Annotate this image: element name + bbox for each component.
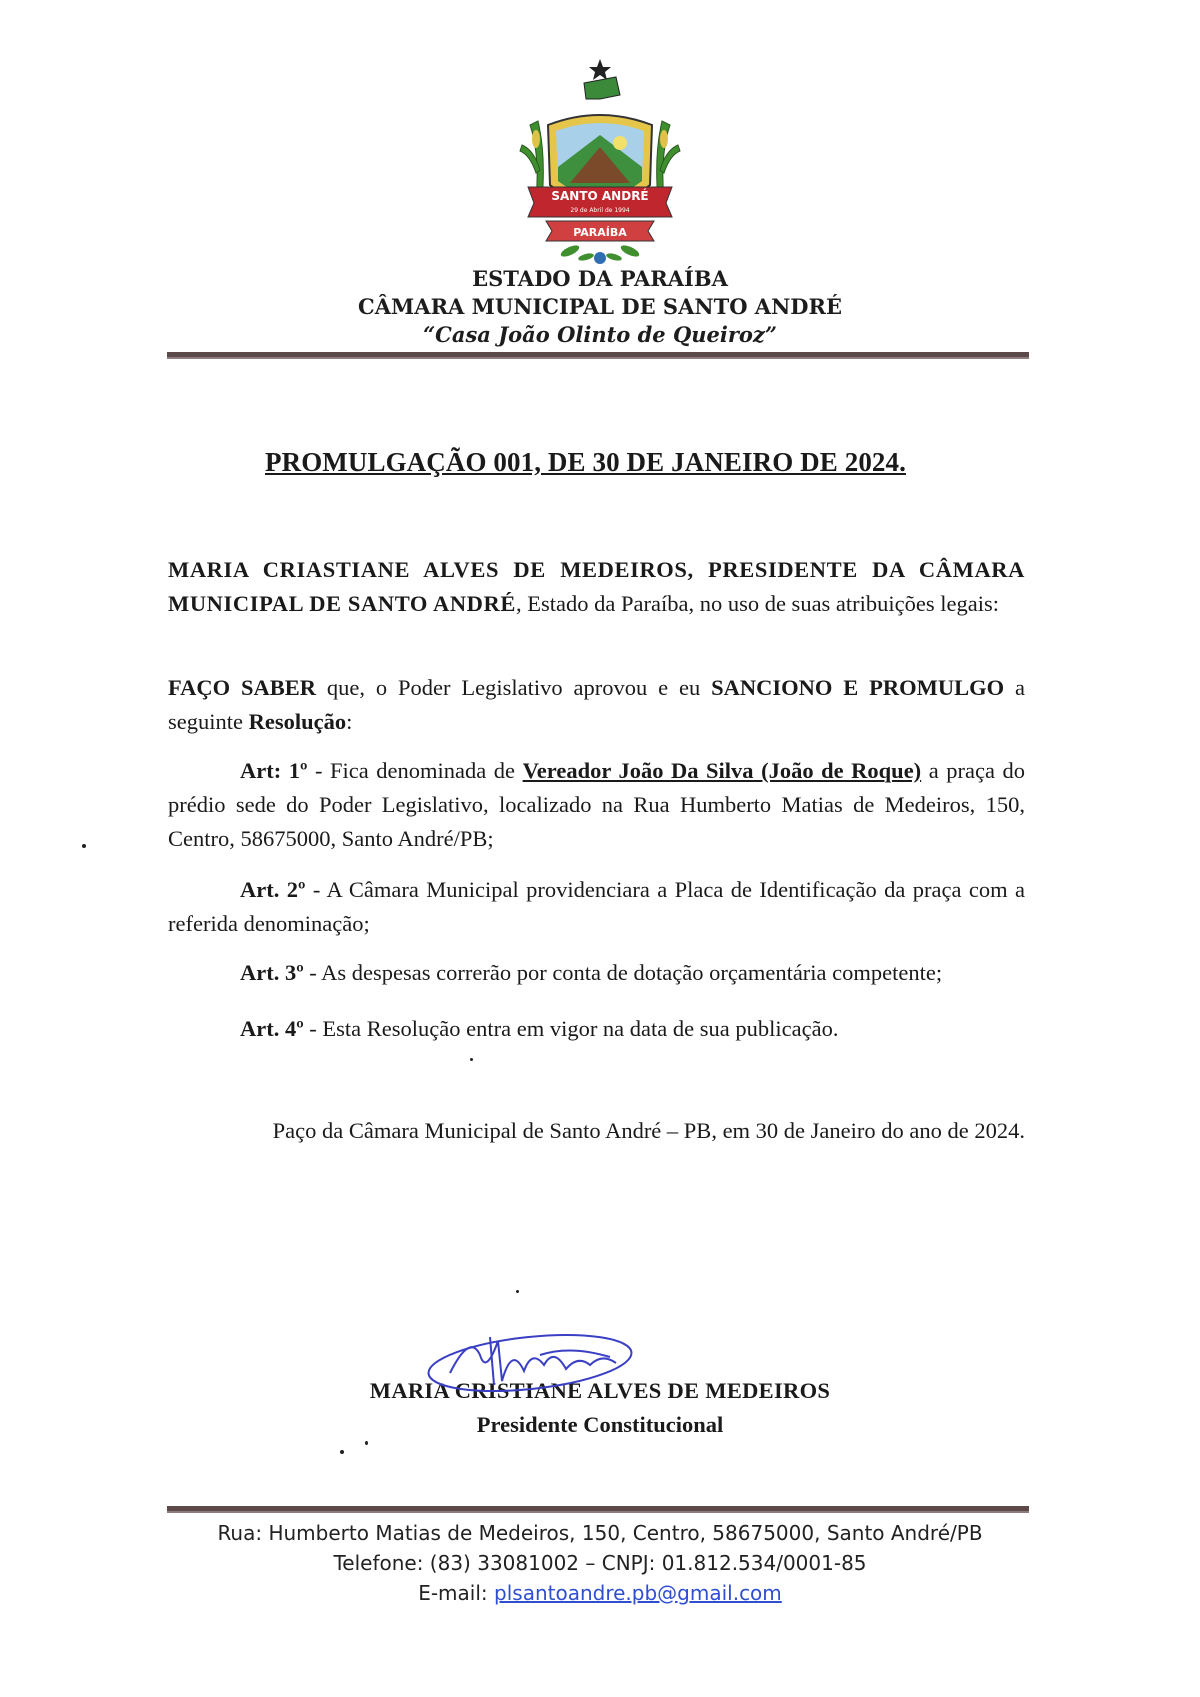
article-4-label: Art. 4º xyxy=(240,1016,304,1041)
article-2-label: Art. 2º xyxy=(240,877,306,902)
proclamation-middle: que, o Poder Legislativo aprovou e eu xyxy=(315,675,712,700)
header-chamber: CÂMARA MUNICIPAL DE SANTO ANDRÉ xyxy=(358,294,842,319)
crest-banner-name: SANTO ANDRÉ xyxy=(551,189,649,203)
footer-email-label: E-mail: xyxy=(418,1581,495,1605)
article-3 xyxy=(168,956,1025,990)
proclamation-paragraph xyxy=(168,671,1025,739)
proclamation-end: : xyxy=(346,709,353,734)
header-house-name: “Casa João Olinto de Queiroz” xyxy=(423,322,777,347)
article-1-honoree: Vereador João Da Silva (João de Roque) xyxy=(522,758,922,783)
article-3-text: - As despesas correrão por conta de dotação orçamentária competente; xyxy=(303,960,943,985)
signatory-name: MARIA CRISTIANE ALVES DE MEDEIROS xyxy=(369,1378,831,1403)
article-4-text: - Esta Resolução entra em vigor na data de sua publicação. xyxy=(303,1016,839,1041)
document-title: PROMULGAÇÃO 001, DE 30 DE JANEIRO DE 2024. xyxy=(265,447,906,477)
article-2 xyxy=(168,873,1025,941)
header-divider xyxy=(167,352,1029,359)
signatory-role: Presidente Constitucional xyxy=(476,1412,724,1437)
article-1-pre: - Fica denominada de xyxy=(307,758,523,783)
intro-paragraph xyxy=(168,553,1025,621)
footer-address: Rua: Humberto Matias de Medeiros, 150, Centro, 58675000, Santo André/PB xyxy=(217,1521,983,1545)
intro-lead: MARIA CRIASTIANE ALVES DE MEDEIROS, PRESIDENTE DA CÂMARA MUNICIPAL DE SANTO ANDRÉ xyxy=(168,557,1025,616)
footer-phone-cnpj: Telefone: (83) 33081002 – CNPJ: 01.812.534/0001-85 xyxy=(333,1551,867,1575)
crest-banner-state: PARAÍBA xyxy=(573,226,627,239)
proclamation-lead: FAÇO SABER xyxy=(168,675,316,700)
intro-rest: , Estado da Paraíba, no uso de suas atribuições legais: xyxy=(516,591,1000,616)
handwritten-signature xyxy=(420,1325,640,1395)
closing-date-line: Paço da Câmara Municipal de Santo André – PB, em 30 de Janeiro do ano de 2024. xyxy=(272,1118,1025,1143)
proclamation-kind: Resolução xyxy=(248,709,347,734)
article-1-label: Art: 1º xyxy=(240,758,308,783)
article-1 xyxy=(168,754,1025,856)
proclamation-action: SANCIONO E PROMULGO xyxy=(711,675,1005,700)
article-1-post: a praça do prédio sede do Poder Legislativo, localizado na Rua Humberto Matias de Medeiros, 150, Centro, 58675000, Santo André/PB; xyxy=(168,758,1025,851)
article-4 xyxy=(168,1012,1025,1046)
municipal-crest xyxy=(500,55,700,270)
footer-email-line xyxy=(0,1581,1200,1605)
header-state: ESTADO DA PARAÍBA xyxy=(472,266,728,291)
footer-divider xyxy=(167,1506,1029,1513)
proclamation-pre: a seguinte xyxy=(168,675,1025,734)
article-2-text: - A Câmara Municipal providenciara a Placa de Identificação da praça com a referida denominação; xyxy=(168,877,1026,936)
article-3-label: Art. 3º xyxy=(240,960,304,985)
footer-email-link[interactable]: plsantoandre.pb@gmail.com xyxy=(494,1581,782,1605)
crest-banner-date: 29 de Abril de 1994 xyxy=(570,207,630,214)
